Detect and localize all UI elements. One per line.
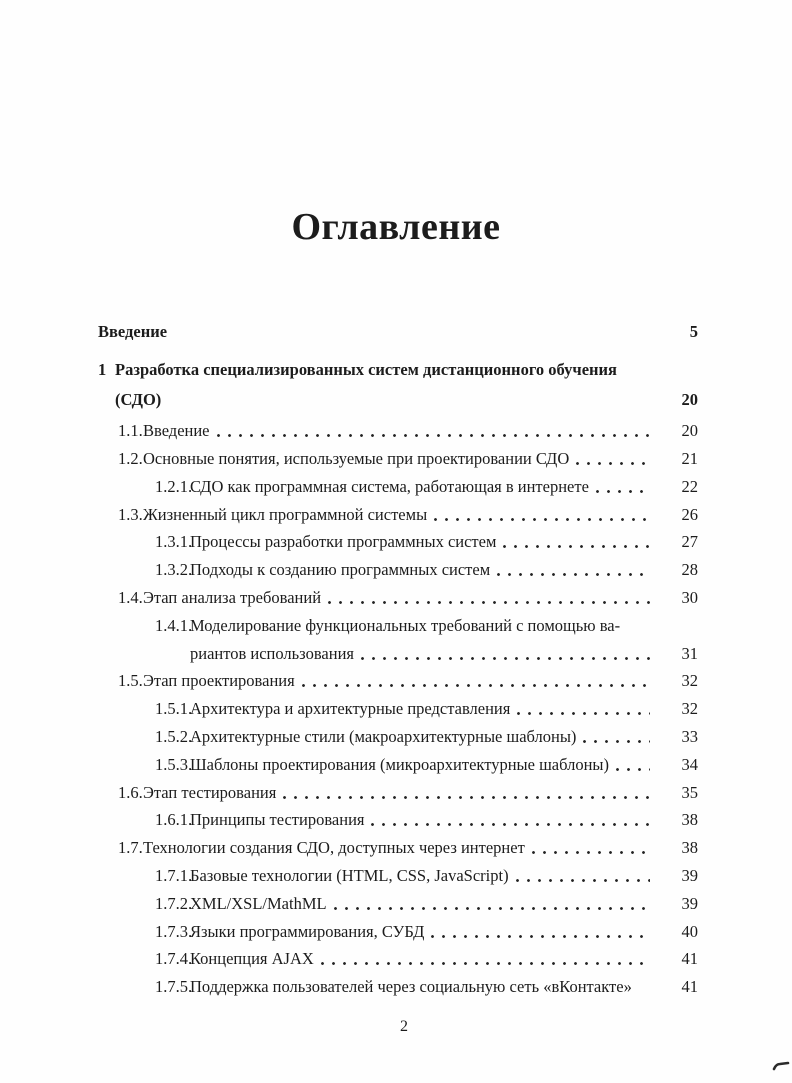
dot-leader — [583, 740, 650, 743]
toc-entry-1-1 — [98, 417, 698, 445]
toc-entry-title-continuation: риантов использования — [190, 643, 354, 663]
leader-spacer — [168, 403, 650, 406]
scan-artifact-mark — [772, 1060, 790, 1072]
toc-chapter-row-line2 — [98, 387, 698, 415]
dot-leader — [503, 545, 650, 548]
toc-entry-page: 30 — [681, 588, 698, 608]
toc-front-matter-row — [98, 318, 698, 346]
toc-entry-page: 38 — [681, 810, 698, 830]
dot-leader — [321, 962, 650, 965]
dot-leader — [517, 712, 650, 715]
dot-leader — [334, 907, 650, 910]
toc-entry-title: Этап тестирования — [143, 782, 277, 802]
toc-entry-title: Поддержка пользователей через социальную сеть «вКонтакте» — [190, 977, 632, 997]
toc-entry-1-3-2 — [98, 556, 698, 584]
toc-entry-1-7-1 — [98, 862, 698, 890]
toc-entry-page: 20 — [681, 421, 698, 441]
toc-entry-number: 1.7.1. — [155, 866, 193, 886]
toc-entry-number: 1.2. — [118, 449, 143, 469]
dot-leader — [516, 879, 650, 882]
toc-entry-title: Введение — [143, 421, 210, 441]
toc-entry-title: Процессы разработки программных систем — [190, 532, 497, 552]
toc-entry-number: 1.5.3. — [155, 754, 193, 774]
toc-entry-title: Архитектура и архитектурные представления — [190, 699, 511, 719]
toc-entry-page: 31 — [681, 643, 698, 663]
toc-chapter-row-line1 — [98, 356, 698, 384]
dot-leader — [361, 657, 650, 660]
toc-entry-number: 1.4. — [118, 588, 143, 608]
toc-entry-page: 38 — [681, 838, 698, 858]
toc-entry-page: 41 — [681, 949, 698, 969]
toc-entry-page: 26 — [681, 504, 698, 524]
toc-entry-1-7-2 — [98, 890, 698, 918]
toc-entry-1-7 — [98, 834, 698, 862]
toc-entry-number: 1.7.3. — [155, 921, 193, 941]
toc-entry-1-5-2 — [98, 723, 698, 751]
toc-entry-1-3 — [98, 501, 698, 529]
toc-entry-page: 28 — [681, 560, 698, 580]
leader-spacer — [174, 335, 650, 338]
toc-entry-1-2 — [98, 445, 698, 473]
toc-entry-page: 32 — [681, 671, 698, 691]
toc-entry-title: Жизненный цикл программной системы — [143, 504, 428, 524]
toc-entry-title: Архитектурные стили (макроархитектурные шаблоны) — [190, 727, 577, 747]
table-of-contents — [98, 318, 698, 1001]
dot-leader — [302, 684, 650, 687]
toc-entry-page: 21 — [681, 449, 698, 469]
toc-entry-1-4-1-line2 — [98, 640, 698, 668]
toc-entry-page: 27 — [681, 532, 698, 552]
toc-front-matter-label: Введение — [98, 321, 168, 341]
page-title: Оглавление — [291, 206, 501, 248]
toc-chapter-title-line2: (СДО) — [115, 390, 162, 410]
toc-entry-title: Этап проектирования — [143, 671, 295, 691]
toc-entry-title: Подходы к созданию программных систем — [190, 560, 491, 580]
toc-entry-1-7-3 — [98, 918, 698, 946]
toc-entry-title: Технологии создания СДО, доступных через интернет — [143, 838, 525, 858]
toc-entry-1-4-1-line1 — [98, 612, 698, 640]
toc-entry-page: 22 — [681, 476, 698, 496]
dot-leader — [328, 601, 650, 604]
dot-leader — [616, 768, 650, 771]
dot-leader — [497, 573, 650, 576]
toc-entry-1-5 — [98, 668, 698, 696]
toc-entry-number: 1.6. — [118, 782, 143, 802]
toc-entry-title: Этап анализа требований — [143, 588, 322, 608]
toc-entry-number: 1.7. — [118, 838, 143, 858]
toc-entry-page: 34 — [681, 754, 698, 774]
toc-entry-1-6-1 — [98, 807, 698, 835]
toc-entry-number: 1.7.2. — [155, 893, 193, 913]
toc-entry-page: 32 — [681, 699, 698, 719]
toc-entry-1-7-5 — [98, 973, 698, 1001]
toc-entry-title: СДО как программная система, работающая в интернете — [190, 476, 589, 496]
toc-entry-page: 39 — [681, 893, 698, 913]
dot-leader — [434, 518, 650, 521]
toc-entry-title: Языки программирования, СУБД — [190, 921, 425, 941]
toc-entry-number: 1.2.1. — [155, 476, 193, 496]
toc-chapter-number: 1 — [98, 359, 107, 379]
toc-entry-1-2-1 — [98, 473, 698, 501]
toc-entry-1-6 — [98, 779, 698, 807]
toc-entry-title: Концепция AJAX — [190, 949, 314, 969]
dot-leader — [217, 434, 650, 437]
toc-entry-page: 40 — [681, 921, 698, 941]
toc-entry-number: 1.5.1. — [155, 699, 193, 719]
toc-chapter-title-line1: Разработка специализированных систем дистанционного обучения — [115, 359, 617, 379]
toc-entry-number: 1.3.2. — [155, 560, 193, 580]
toc-entry-number: 1.5. — [118, 671, 143, 691]
toc-entry-page: 33 — [681, 727, 698, 747]
dot-leader — [576, 462, 650, 465]
toc-entry-1-3-1 — [98, 529, 698, 557]
toc-entry-page: 35 — [681, 782, 698, 802]
toc-entry-1-5-3 — [98, 751, 698, 779]
toc-entry-number: 1.5.2. — [155, 727, 193, 747]
toc-entry-1-5-1 — [98, 695, 698, 723]
toc-entry-title: Основные понятия, используемые при проектировании СДО — [143, 449, 570, 469]
toc-entry-1-7-4 — [98, 946, 698, 974]
toc-entry-number: 1.7.5. — [155, 977, 193, 997]
toc-entry-title: Базовые технологии (HTML, CSS, JavaScript) — [190, 866, 509, 886]
toc-entry-title: XML/XSL/MathML — [190, 893, 327, 913]
dot-leader — [596, 490, 650, 493]
toc-entry-title: Моделирование функциональных требований с помощью ва- — [190, 615, 621, 635]
dot-leader — [371, 823, 650, 826]
toc-front-matter-page: 5 — [689, 321, 698, 341]
toc-entry-page: 41 — [681, 977, 698, 997]
leader-spacer — [639, 990, 650, 993]
toc-entry-page: 39 — [681, 866, 698, 886]
toc-entry-number: 1.7.4. — [155, 949, 193, 969]
toc-entry-number: 1.3.1. — [155, 532, 193, 552]
toc-chapter-page: 20 — [681, 390, 698, 410]
dot-leader — [532, 851, 650, 854]
toc-entry-number: 1.4.1. — [155, 615, 193, 635]
toc-entry-number: 1.3. — [118, 504, 143, 524]
toc-entry-title: Принципы тестирования — [190, 810, 365, 830]
dot-leader — [431, 935, 650, 938]
toc-entry-1-4 — [98, 584, 698, 612]
footer-page-number: 2 — [400, 1018, 408, 1035]
dot-leader — [283, 796, 650, 799]
toc-entry-number: 1.1. — [118, 421, 143, 441]
toc-entry-title: Шаблоны проектирования (микроархитектурные шаблоны) — [190, 754, 609, 774]
toc-entry-number: 1.6.1. — [155, 810, 193, 830]
